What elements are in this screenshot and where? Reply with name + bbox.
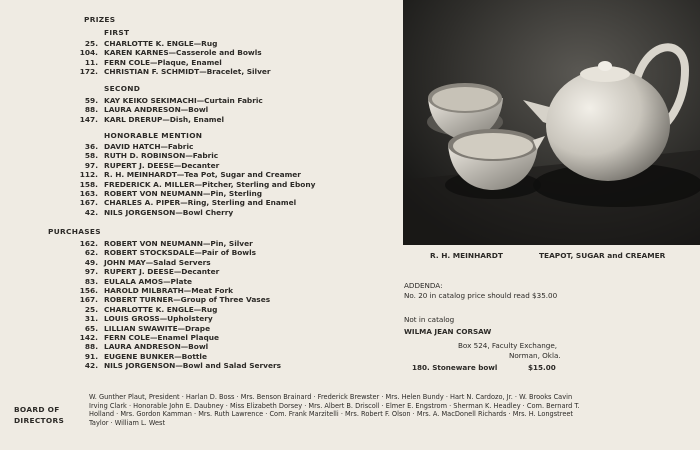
- entry-number: 25.: [84, 39, 98, 48]
- entry-number: 83.: [84, 276, 98, 286]
- board-member-list: [89, 393, 694, 427]
- entry-text: CHRISTIAN F. SCHMIDT—Bracelet, Silver: [104, 67, 271, 77]
- entry-number: 112.: [79, 170, 98, 180]
- list-item: [78, 208, 315, 217]
- entry-text: HAROLD MILBRATH—Meat Fork: [104, 286, 234, 296]
- list-item: [78, 115, 263, 124]
- list-item: [78, 333, 281, 342]
- entry-number: 42.: [84, 207, 98, 217]
- entry-number: 65.: [84, 323, 98, 333]
- first-heading: FIRST: [104, 28, 130, 37]
- entry-number: 97.: [84, 267, 98, 277]
- entry-number: 58.: [84, 151, 98, 161]
- list-item: [78, 151, 315, 160]
- honorable-mention-list: [78, 142, 315, 217]
- entry-text: FERN COLE—Plaque, Enamel: [104, 57, 222, 67]
- entry-text: RUPERT J. DEESE—Decanter: [104, 160, 220, 170]
- entry-text: ROBERT TURNER—Group of Three Vases: [104, 295, 271, 305]
- entry-number: 163.: [79, 189, 98, 199]
- entry-number: 167.: [79, 198, 98, 208]
- entry-number: 104.: [79, 48, 98, 58]
- photo-caption-artist: R. H. MEINHARDT: [430, 251, 503, 260]
- entry-number: 158.: [79, 179, 98, 189]
- entry-text: RUPERT J. DEESE—Decanter: [104, 267, 220, 277]
- entry-text: CHARLOTTE K. ENGLE—Rug: [104, 304, 218, 314]
- entry-text: CHARLOTTE K. ENGLE—Rug: [104, 39, 218, 48]
- list-item: [78, 324, 281, 333]
- entry-text: DAVID HATCH—Fabric: [104, 142, 194, 151]
- entry-text: EUGENE BUNKER—Bottle: [104, 351, 207, 361]
- list-item: [78, 180, 315, 189]
- teapot-photo: [403, 0, 700, 245]
- addenda-price: $15.00: [528, 363, 556, 372]
- list-item: [78, 352, 281, 361]
- entry-number: 172.: [79, 67, 98, 77]
- list-item: [78, 161, 315, 170]
- entry-text: NILS JORGENSON—Bowl and Salad Servers: [104, 361, 282, 371]
- addenda-artist: WILMA JEAN CORSAW: [404, 327, 492, 336]
- addenda-address-line1: Box 524, Faculty Exchange,: [458, 341, 558, 350]
- board-line: Holland · Mrs. Gordon Kamman · Mrs. Ruth Lawrence · Com. Frank Marzitelli · Mrs. Robert F. Olson · Mrs. A. MacDonell Richards · Mrs. H. Longstreet: [89, 410, 574, 419]
- entry-number: 36.: [84, 142, 98, 151]
- entry-text: NILS JORGENSON—Bowl Cherry: [104, 207, 234, 217]
- addenda-heading: ADDENDA:: [404, 281, 443, 290]
- addenda-address-line2: Norman, Okla.: [509, 351, 561, 360]
- second-heading: SECOND: [104, 84, 141, 93]
- list-item: [78, 277, 281, 286]
- entry-number: 49.: [84, 257, 98, 267]
- list-item: [78, 267, 281, 276]
- entry-text: KARL DRERUP—Dish, Enamel: [104, 114, 225, 124]
- entry-number: 25.: [84, 304, 98, 314]
- list-item: [78, 295, 281, 304]
- entry-text: CHARLES A. PIPER—Ring, Sterling and Enamel: [104, 198, 297, 208]
- entry-text: LAURA ANDRESON—Bowl: [104, 342, 209, 352]
- entry-number: 142.: [79, 333, 98, 343]
- list-item: [78, 67, 271, 76]
- purchases-heading: PURCHASES: [48, 227, 101, 236]
- entry-text: LOUIS GROSS—Upholstery: [104, 314, 213, 324]
- board-line: Irving Clark · Honorable John E. Daubney · Miss Elizabeth Dorsey · Mrs. Albert B. Driscoll · Elmer E. Engstrom · Sherman K. Headley · Com. Bernard T.: [89, 401, 580, 410]
- entry-text: KAY KEIKO SEKIMACHI—Curtain Fabric: [104, 96, 263, 105]
- list-item: [78, 198, 315, 207]
- teapot-sugar-creamer-image: [403, 0, 700, 245]
- list-item: [78, 39, 271, 48]
- entry-text: LAURA ANDRESON—Bowl: [104, 105, 209, 115]
- entry-text: EULALA AMOS—Plate: [104, 276, 193, 286]
- purchases-list: [78, 239, 281, 371]
- list-item: [78, 248, 281, 257]
- second-prize-list: [78, 96, 263, 124]
- entry-number: 11.: [84, 57, 98, 67]
- honorable-mention-heading: HONORABLE MENTION: [104, 131, 203, 140]
- entry-number: 156.: [79, 286, 98, 296]
- board-label-line1: BOARD OF: [14, 405, 60, 414]
- list-item: [78, 314, 281, 323]
- entry-number: 62.: [84, 248, 98, 258]
- entry-text: ROBERT VON NEUMANN—Pin, Sterling: [104, 189, 263, 199]
- entry-number: 42.: [84, 361, 98, 371]
- list-item: [78, 96, 263, 105]
- entry-number: 88.: [84, 105, 98, 115]
- entry-text: R. H. MEINHARDT—Tea Pot, Sugar and Creamer: [104, 170, 301, 180]
- entry-number: 88.: [84, 342, 98, 352]
- list-item: [78, 142, 315, 151]
- entry-number: 147.: [79, 114, 98, 124]
- entry-text: LILLIAN SWAWITE—Drape: [104, 323, 211, 333]
- list-item: [78, 342, 281, 351]
- not-in-catalog-label: Not in catalog: [404, 315, 455, 324]
- entry-number: 167.: [79, 295, 98, 305]
- entry-text: FERN COLE—Enamel Plaque: [104, 333, 220, 343]
- addenda-item: 180. Stoneware bowl: [412, 363, 498, 372]
- list-item: [78, 189, 315, 198]
- list-item: [78, 361, 281, 370]
- list-item: [78, 105, 263, 114]
- list-item: [78, 58, 271, 67]
- board-line: W. Gunther Plaut, President · Harlan D. Boss · Mrs. Benson Brainard · Frederick Brewster · Mrs. Helen Bundy · Hart N. Cardozo, Jr. · W. Brooks Cavin: [89, 393, 573, 401]
- entry-number: 97.: [84, 160, 98, 170]
- list-item: [78, 170, 315, 179]
- list-item: [78, 239, 281, 248]
- list-item: [78, 305, 281, 314]
- prizes-heading: PRIZES: [84, 15, 116, 24]
- entry-number: 31.: [84, 314, 98, 324]
- photo-caption-title: TEAPOT, SUGAR and CREAMER: [539, 251, 666, 260]
- entry-text: JOHN MAY—Salad Servers: [104, 257, 211, 267]
- board-label-line2: DIRECTORS: [14, 416, 65, 425]
- entry-text: KAREN KARNES—Casserole and Bowls: [104, 48, 262, 58]
- entry-number: 59.: [84, 96, 98, 105]
- entry-text: FREDERICK A. MILLER—Pitcher, Sterling and Ebony: [104, 179, 316, 189]
- entry-text: ROBERT VON NEUMANN—Pin, Silver: [104, 239, 253, 248]
- list-item: [78, 48, 271, 57]
- entry-text: RUTH D. ROBINSON—Fabric: [104, 151, 219, 161]
- board-line: Taylor · William L. West: [89, 418, 166, 427]
- entry-number: 91.: [84, 351, 98, 361]
- list-item: [78, 286, 281, 295]
- entry-text: ROBERT STOCKSDALE—Pair of Bowls: [104, 248, 257, 258]
- entry-number: 162.: [79, 239, 98, 248]
- addenda-note: No. 20 in catalog price should read $35.00: [404, 291, 558, 300]
- first-prize-list: [78, 39, 271, 77]
- list-item: [78, 258, 281, 267]
